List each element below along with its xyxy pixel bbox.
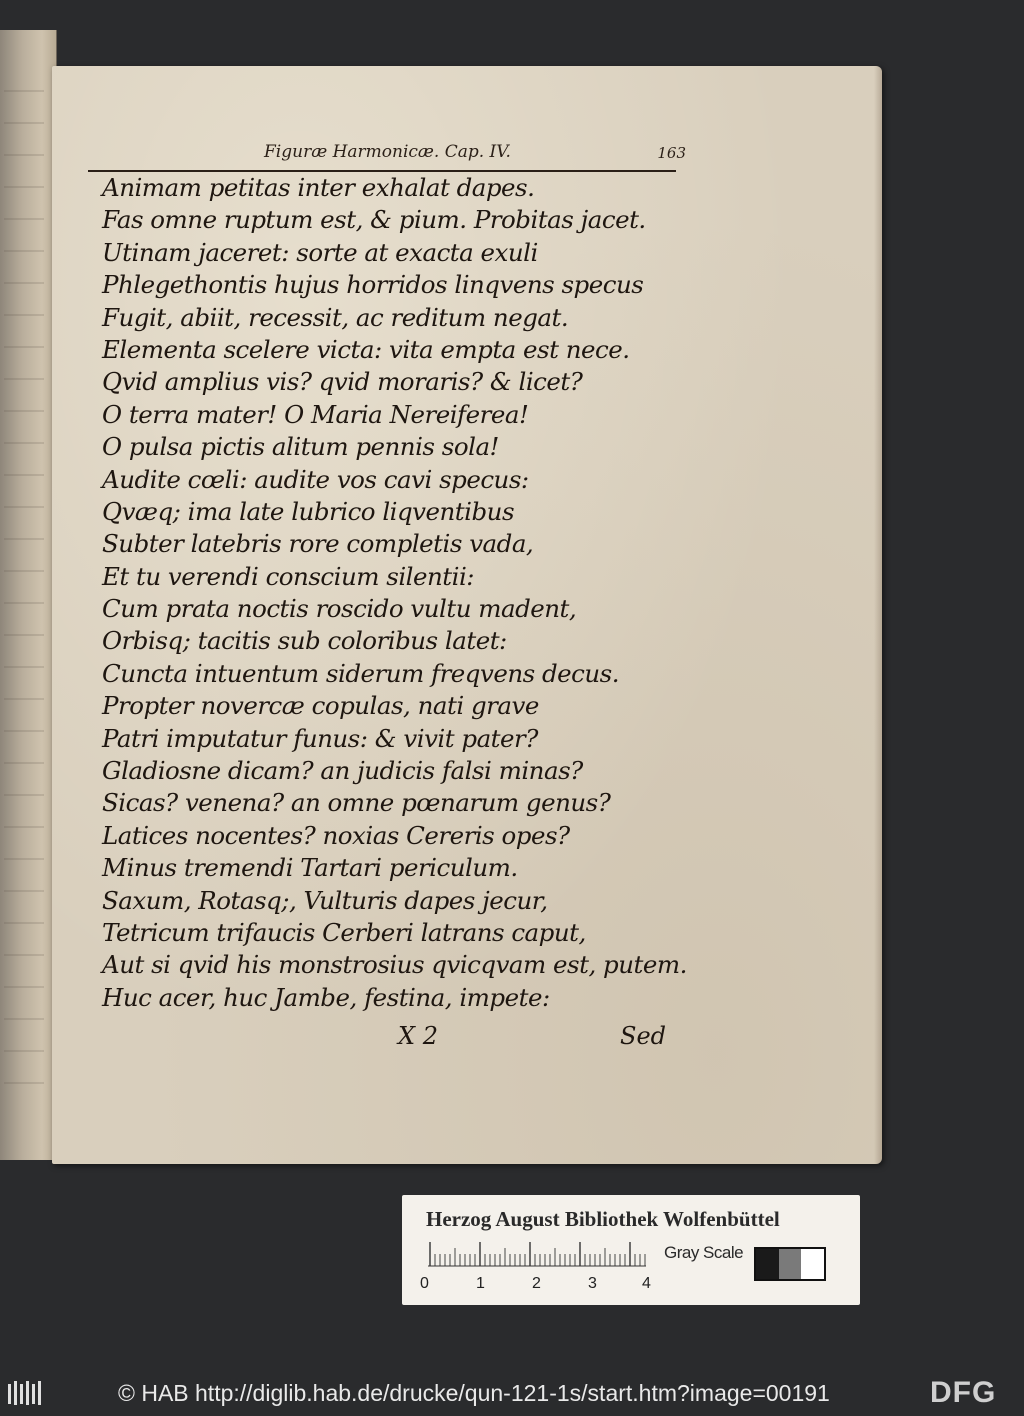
gray-scale-label: Gray Scale <box>664 1243 744 1262</box>
verse-line: Animam petitas inter exhalat dapes. <box>102 173 535 202</box>
verse-line: O terra mater! O Maria Nereiferea! <box>102 399 529 429</box>
footer-bar <box>0 1372 1024 1416</box>
verse-line: Minus tremendi Tartari periculum. <box>102 853 518 883</box>
verse-line: Saxum, Rotasq;, Vulturis dapes jecur, <box>102 885 548 915</box>
verse-line: Patri imputatur funus: & vivit pater? <box>102 723 538 753</box>
verse-line: Phlegethontis hujus horridos linqvens specus <box>102 270 644 300</box>
verse-line: Audite cœli: audite vos cavi specus: <box>102 464 529 494</box>
verse-block <box>102 172 702 1014</box>
verse-line: Cum prata noctis roscido vultu madent, <box>102 594 577 624</box>
ruler-numbers <box>420 1275 660 1297</box>
catchword: Sed <box>620 1022 667 1050</box>
library-name: Herzog August Bibliothek Wolfenbüttel <box>426 1207 780 1231</box>
dfg-logo: DFG <box>930 1376 997 1409</box>
gray-swatch-light <box>801 1249 824 1279</box>
gray-swatch-mid <box>779 1249 802 1279</box>
verse-line: Orbisq; tacitis sub coloribus latet: <box>102 626 507 656</box>
verse-line: Latices nocentes? noxias Cereris opes? <box>102 820 570 850</box>
verse-line: Et tu verendi conscium silentii: <box>102 561 475 591</box>
signature-mark: X 2 <box>398 1022 438 1050</box>
verse-line: Sicas? venena? an omne pœnarum genus? <box>102 788 611 818</box>
hab-logo-icon <box>6 1378 46 1408</box>
verse-line: Qvid amplius vis? qvid moraris? & licet? <box>102 367 583 397</box>
verse-line: Tetricum trifaucis Cerberi latrans caput, <box>102 917 586 947</box>
verse-line: Fugit, abiit, recessit, ac reditum negat. <box>102 302 569 332</box>
ruler-number: 1 <box>476 1275 485 1292</box>
verse-line: Cuncta intuentum siderum freqvens decus. <box>102 658 620 688</box>
verse-line: Elementa scelere victa: vita empta est nece. <box>102 334 630 364</box>
verse-line: Aut si qvid his monstrosius qvicqvam est, putem. <box>102 950 687 980</box>
page-number: 163 <box>657 144 686 162</box>
verse-line: Propter novercæ copulas, nati grave <box>102 691 539 721</box>
verse-line: Huc acer, huc Jambe, festina, impete: <box>102 982 550 1012</box>
verse-line: O pulsa pictis alitum pennis sola! <box>102 432 499 462</box>
verse-line: Fas omne ruptum est, & pium. Probitas jacet. <box>102 205 646 235</box>
running-head-title: Figuræ Harmonicæ. Cap. IV. <box>264 142 511 162</box>
ruler-number: 0 <box>420 1275 429 1292</box>
book-page <box>52 66 882 1164</box>
verse-line: Qvæq; ima late lubrico liqventibus <box>102 496 515 526</box>
ruler-number: 2 <box>532 1275 541 1292</box>
scale-card <box>402 1195 860 1305</box>
previous-page-edge <box>0 30 57 1160</box>
running-head <box>88 140 686 170</box>
verse-line: Subter latebris rore completis vada, <box>102 529 534 559</box>
verse-line: Gladiosne dicam? an judicis falsi minas? <box>102 756 583 786</box>
ruler-number: 4 <box>642 1275 651 1292</box>
gray-swatch-dark <box>756 1249 779 1279</box>
gray-scale-patch <box>754 1247 826 1281</box>
verse-line: Utinam jaceret: sorte at exacta exuli <box>102 237 538 267</box>
ruler-number: 3 <box>588 1275 597 1292</box>
ruler-ticks <box>428 1240 646 1268</box>
copyright-url: © HAB http://diglib.hab.de/drucke/qun-121-1s/start.htm?image=00191 <box>118 1380 830 1406</box>
